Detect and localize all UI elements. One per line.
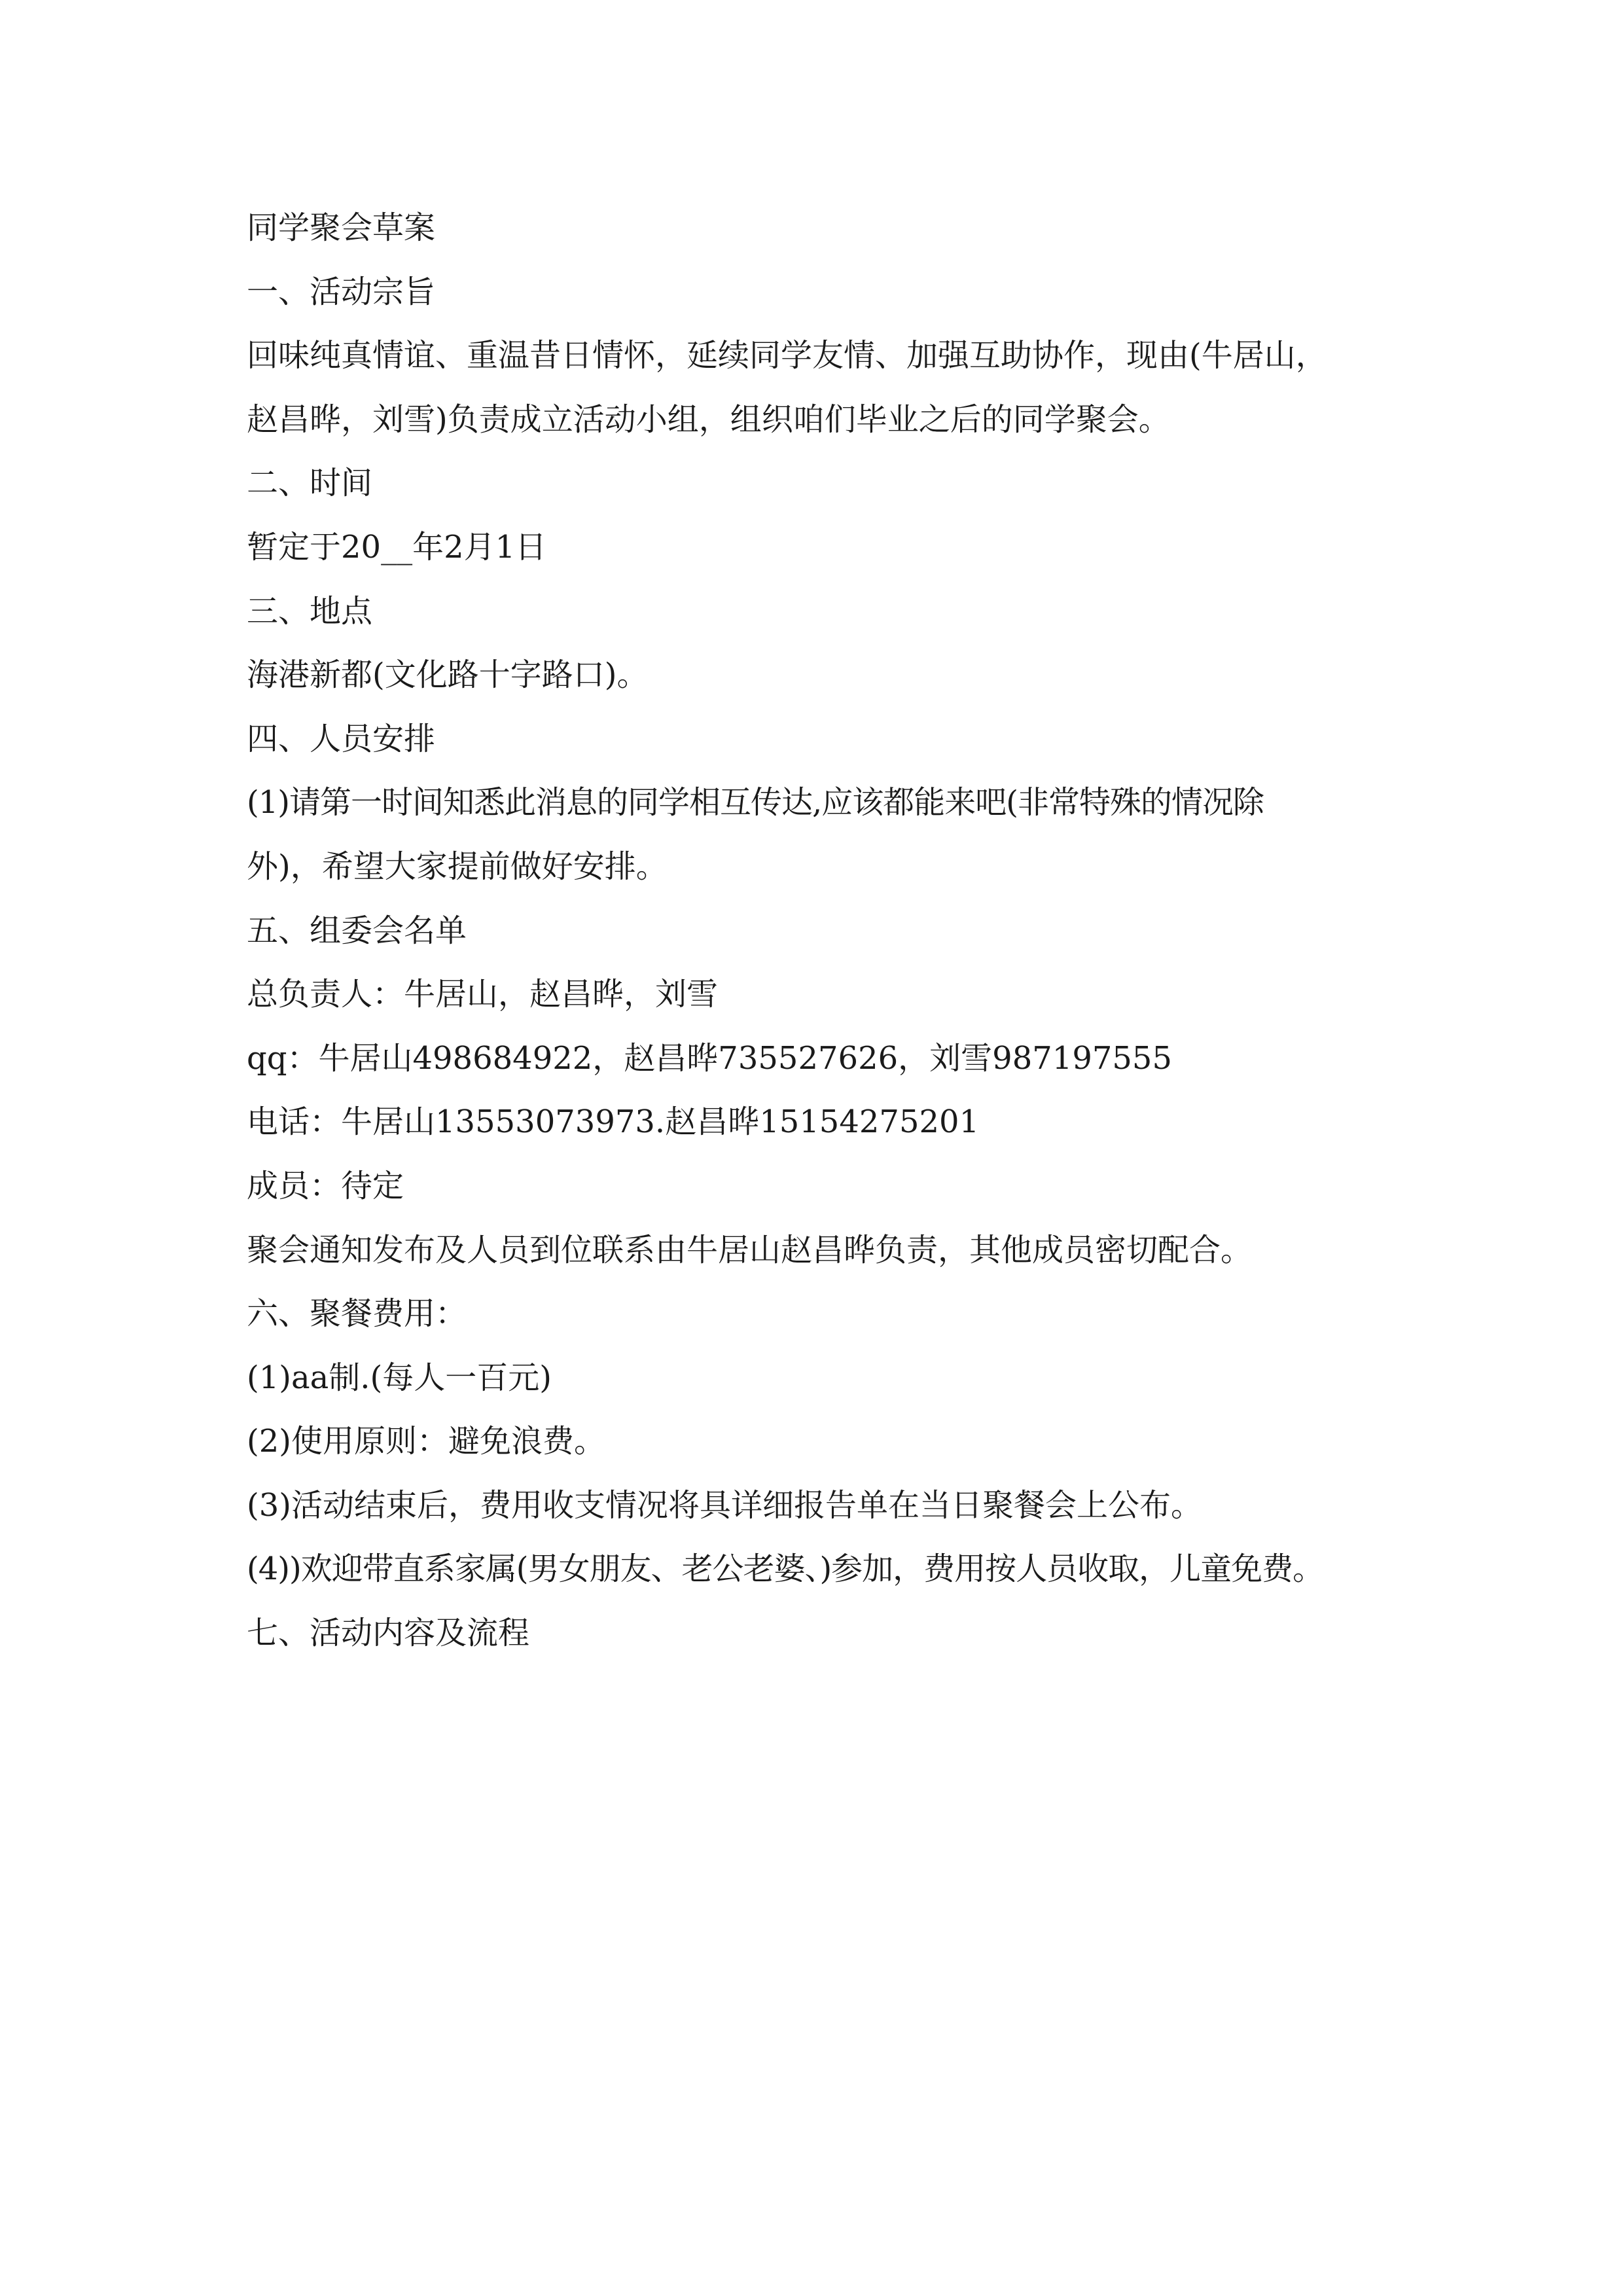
heading-activities: 七、活动内容及流程 bbox=[247, 1615, 530, 1652]
paragraph-location: 海港新都(文化路十字路口)。 bbox=[247, 656, 649, 694]
committee-qq: qq：牛居山498684922，赵昌晔735527626，刘雪987197555 bbox=[247, 1039, 1173, 1077]
heading-expenses: 六、聚餐费用： bbox=[247, 1295, 467, 1333]
heading-committee: 五、组委会名单 bbox=[247, 912, 467, 949]
heading-purpose: 一、活动宗旨 bbox=[247, 273, 436, 310]
expense-item-1: (1)aa制.(每人一百元) bbox=[247, 1359, 552, 1396]
committee-leaders: 总负责人：牛居山，赵昌晔，刘雪 bbox=[247, 976, 719, 1013]
document-title: 同学聚会草案 bbox=[247, 209, 436, 246]
paragraph-purpose-line-1: 回味纯真情谊、重温昔日情怀，延续同学友情、加强互助协作，现由(牛居山， bbox=[247, 337, 1327, 374]
document-body bbox=[247, 196, 1399, 1666]
heading-time: 二、时间 bbox=[247, 465, 373, 502]
heading-location: 三、地点 bbox=[247, 592, 373, 630]
paragraph-time: 暂定于20__年2月1日 bbox=[247, 528, 547, 565]
expense-item-2: (2)使用原则：避免浪费。 bbox=[247, 1423, 605, 1460]
paragraph-purpose-line-2: 赵昌晔，刘雪)负责成立活动小组，组织咱们毕业之后的同学聚会。 bbox=[247, 401, 1170, 438]
expense-item-4: (4))欢迎带直系家属(男女朋友、老公老婆、)参加，费用按人员收取，儿童免费。 bbox=[247, 1551, 1324, 1588]
committee-phone: 电话：牛居山13553073973.赵昌晔15154275201 bbox=[247, 1103, 980, 1141]
heading-staffing: 四、人员安排 bbox=[247, 720, 436, 757]
committee-note: 聚会通知发布及人员到位联系由牛居山赵昌晔负责，其他成员密切配合。 bbox=[247, 1231, 1253, 1268]
paragraph-staffing-line-1: (1)请第一时间知悉此消息的同学相互传达,应该都能来吧(非常特殊的情况除 bbox=[247, 784, 1264, 821]
expense-item-3: (3)活动结束后，费用收支情况将具详细报告单在当日聚餐会上公布。 bbox=[247, 1486, 1202, 1524]
paragraph-staffing-line-2: 外)，希望大家提前做好安排。 bbox=[247, 848, 668, 885]
committee-members: 成员：待定 bbox=[247, 1167, 404, 1204]
